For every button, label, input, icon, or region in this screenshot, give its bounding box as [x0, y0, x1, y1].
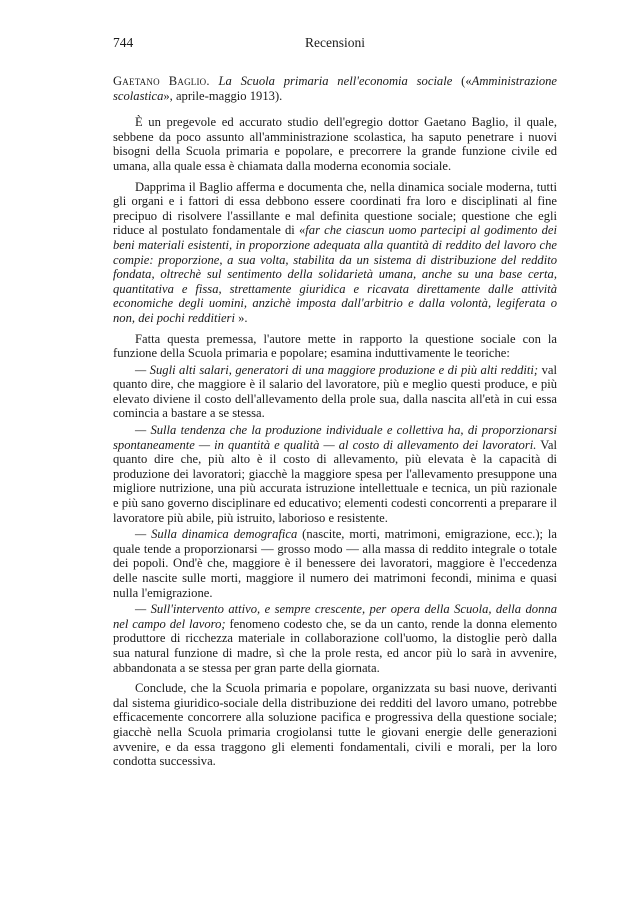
theory-demography: [113, 527, 557, 600]
running-title: Recensioni: [305, 35, 365, 50]
work-title: La Scuola primaria nell'economia sociale: [218, 74, 453, 88]
paragraph-social-question: [113, 180, 557, 326]
theory-production-tendency-title: — Sulla tendenza che la produzione individuale e collettiva ha, di proporzionarsi spontaneamente — in quantità e qualità — al costo di allevamento dei lavoratori.: [113, 423, 557, 452]
theory-women-work: [113, 602, 557, 675]
paragraph-social-question-text: Dapprima il Baglio afferma e documenta che, nella dinamica sociale moderna, tutti gli organi e i fattori di essa debbono essere coordinati fra loro e disciplinati al fine precipuo di risolvere l'assillante e mal definita questione sociale; questione che egli riduce al postulato fondamentale di «: [113, 179, 557, 238]
theory-production-tendency: [113, 423, 557, 525]
theory-women-work-text: fenomeno codesto che, se da un canto, rende la donna elemento produttore di ricchezza materiale in collaborazione coll'uomo, la distoglie però dalla sua natural funzione di madre, sì che la prole resta, ed ancor più lo sarà in avvenire, abbandonata a se stessa per gran parte della giornata.: [113, 616, 557, 675]
source-close: », aprile-maggio 1913).: [163, 88, 283, 103]
page-header: [113, 36, 557, 56]
author-name: Gaetano Baglio.: [113, 74, 210, 88]
theory-high-wages: [113, 363, 557, 421]
journal-title: Amministrazione scolastica: [113, 74, 557, 103]
source-open: («: [461, 74, 472, 88]
page-number: 744: [113, 35, 134, 50]
theory-demography-text: (nascite, morti, matrimoni, emigrazione, ecc.); la quale tende a proporzionarsi — grosso modo — alla massa di reddito integrale o totale dei popoli. Ond'è che, maggiore è il benessere dei lavoratori, maggiore è l'eccedenza delle nascite sulle morti, maggiore il numero dei matrimoni fecondi, minima e quasi nulla l'emigrazione.: [113, 527, 557, 600]
quote-close: ».: [234, 310, 248, 325]
theory-production-tendency-text: Val quanto dire che, più alto è il costo di allevamento, più elevata è la capacità di produzione dei lavoratori; giacchè la maggiore spesa per l'allevamento presuppone una migliore nutrizione, una più accurata istruzione intellettuale e tecnica, un più razionale e più sano governo disciplinare ed educativo; elementi codesti concorrenti a preparare il lavoratore più abile, più istruito, laborioso e resistente.: [113, 437, 557, 525]
review-page: [113, 36, 557, 775]
paragraph-premise: Fatta questa premessa, l'autore mette in rapporto la questione sociale con la funzione della Scuola primaria e popolare; esamina induttivamente le teoriche:: [113, 331, 557, 361]
review-citation: [113, 74, 557, 103]
theory-high-wages-text: val quanto dire, che maggiore è il salario del lavoratore, più e meglio questi produce, e più elevato diviene il costo dell'allevamento della prole sua, dalla nascita all'età in cui essa comincia a bastare a se stessa.: [113, 362, 557, 421]
theory-high-wages-title: — Sugli alti salari, generatori di una maggiore produzione e di più alti redditi;: [135, 362, 539, 377]
quoted-postulate: far che ciascun uomo partecipi al godimento dei beni materiali esistenti, in proporzione adequata alla quantità di reddito del lavoro che compie: proporzione, a sua volta, stabilita da un sistema di distribuzione del reddito fondata, oltrechè sul sentimento della solidarietà umana, anche su una base certa, quantitativa e fissa, strettamente giuridica e ricavata direttamente dalle attività economiche degli uomini, anzichè imposta dall'arbitrio e dalla volontà, legiferata o non, dei pochi redditieri: [113, 223, 558, 325]
paragraph-intro: È un pregevole ed accurato studio dell'egregio dottor Gaetano Baglio, il quale, sebbene da poco assunto all'amministrazione scolastica, ha saputo penetrare i nuovi bisogni della Scuola primaria e popolare, e precorrere la grande funzione civile ed umana, alla quale essa è chiamata dalla moderna economia sociale.: [113, 115, 557, 173]
paragraph-conclusion: Conclude, che la Scuola primaria e popolare, organizzata su basi nuove, derivanti dal sistema giuridico-sociale della distribuzione dei redditi del lavoro umano, potrebbe efficacemente concorrere alla soluzione pacifica e progressiva della questione sociale; giacchè nella Scuola primaria crogiolansi tutte le giovani energie delle generazioni avvenire, e da essa traggono gli elementi fondamentali, civili e morali, per la loro condotta successiva.: [113, 681, 557, 769]
theory-demography-title: — Sulla dinamica demografica: [135, 527, 298, 542]
theory-women-work-title: — Sull'intervento attivo, e sempre crescente, per opera della Scuola, della donna nel campo del lavoro;: [113, 602, 557, 631]
